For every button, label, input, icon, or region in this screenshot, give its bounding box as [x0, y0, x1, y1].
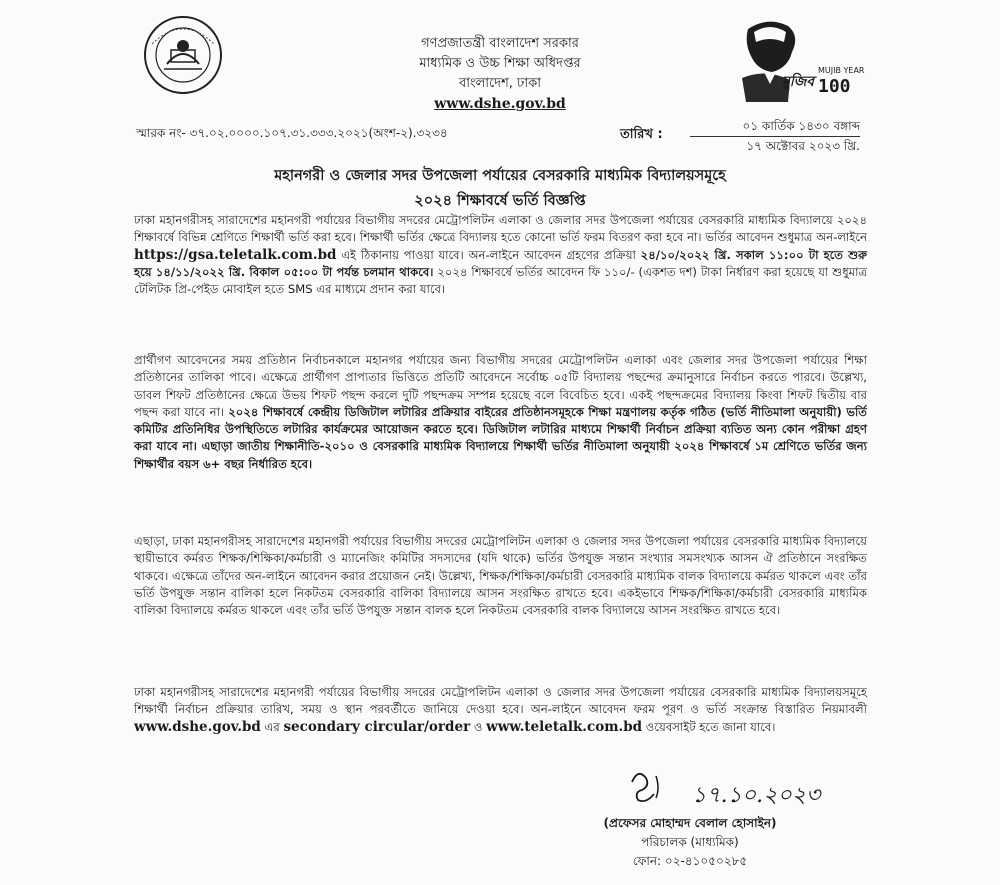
teletalk-link[interactable]: www.teletalk.com.bd: [486, 718, 643, 735]
govt-name: গণপ্রজাতন্ত্রী বাংলাদেশ সরকার: [421, 36, 579, 51]
dshe-logo-icon: [142, 14, 224, 96]
date-label: তারিখ :: [620, 127, 663, 142]
dshe-link[interactable]: www.dshe.gov.bd: [134, 718, 261, 735]
signatory-designation: পরিচালক (মাধ্যমিক): [641, 835, 739, 849]
paragraph-4-text-b: এর: [260, 719, 284, 734]
mujib-emblem-number: 100: [818, 76, 851, 97]
notice-title: [170, 164, 830, 214]
office-header: [330, 34, 670, 114]
signatory-block: [560, 814, 820, 871]
mujib-emblem-text: মুজিব: [782, 74, 815, 90]
signatory-name: (প্রফেসর মোহাম্মদ বেলাল হোসাইন): [603, 816, 777, 830]
paragraph-3: এছাড়া, ঢাকা মহানগরীসহ সারাদেশের মহানগরী পর্যায়ের বিভাগীয় সদরের মেট্রোপলিটন এলাকা ও জেলার সদর উপজেলা পর্যায়ের বেসরকারি মাধ্যমিক বিদ্যালয়ে স্থায়ীভাবে কর্মরত শিক্ষক/শিক্ষিকা/কর্মচারী ও ম্যানেজিং কমিটির সদস্যদের (যদি থাকে) ভর্তির উপযুক্ত সন্তান সংখ্যার সমসংখ্যক আসন ঐ প্রতিষ্ঠানে সংরক্ষিত থাকবে। এক্ষেত্রে তাঁদের অন-লাইনে আবেদন করার প্রয়োজন নেই। উল্লেখ্য, শিক্ষক/শিক্ষিকা/কর্মচারী বেসরকারি মাধ্যমিক বালক বিদ্যালয়ে কর্মরত থাকলে এবং তাঁর ভর্তি উপযুক্ত সন্তান বালিকা হলে নিকটতম বেসরকারি বালিকা বিদ্যালয়ে আসন সংরক্ষিত রাখতে হবে। একইভাবে শিক্ষক/শিক্ষিকা/কর্মচারী বেসরকারি মাধ্যমিক বালিকা বিদ্যালয়ে কর্মরত থাকলে এবং তাঁর ভর্তি উপযুক্ত সন্তান বালক হলে নিকটতম বেসরকারি বালক বিদ্যালয়ে আসন সংরক্ষিত রাখতে হবে।: [134, 534, 867, 618]
secondary-circular-link[interactable]: secondary circular/order: [283, 718, 471, 735]
paragraph-4-text-a: ঢাকা মহানগরীসহ সারাদেশের মহানগরী পর্যায়ের বিভাগীয় সদরের মেট্রোপলিটন এলাকা ও জেলার সদর উপজেলা পর্যায়ের বেসরকারি মাধ্যমিক বিদ্যালয়সমূহে শিক্ষার্থী নির্বাচন প্রক্রিয়ার তারিখ, সময় ও স্থান পরবর্তীতে জানিয়ে দেওয়া হবে। অন-লাইনে আবেদন ফরম পূরণ ও ভর্তি সংক্রান্ত বিস্তারিত নিয়মাবলী: [134, 685, 867, 717]
website-link[interactable]: www.dshe.gov.bd: [434, 96, 566, 112]
paragraph-1-text-b: এই ঠিকানায় পাওয়া যাবে। অন-লাইনে আবেদন গ্রহণের প্রক্রিয়া: [336, 247, 641, 262]
date-bangla: ০১ কার্তিক ১৪৩০ বঙ্গাব্দ: [690, 117, 860, 137]
paragraph-2-bold: ২০২৪ শিক্ষাবর্ষে কেন্দ্রীয় ডিজিটাল লটারির প্রক্রিয়ার বাইরের প্রতিষ্ঠানসমূহকে শিক্ষা মন্ত্রণালয় কর্তৃক গঠিত (ভর্তি নীতিমালা অনুযায়ী) ভর্তি কমিটির প্রতিনিধির উপস্থিতিতে লটারির কার্যক্রমের আয়োজন করতে হবে। ডিজিটাল লটারির মাধ্যমে শিক্ষার্থী নির্বাচন প্রক্রিয়া ব্যতিত অন্য কোন পরীক্ষা গ্রহণ করা যাবে না। এছাড়া জাতীয় শিক্ষানীতি-২০১০ ও বেসরকারি মাধ্যমিক বিদ্যালয়ে শিক্ষার্থী ভর্তির নীতিমালা অনুযায়ী ২০২৪ শিক্ষাবর্ষে ১ম শ্রেণিতে ভর্তির জন্য শিক্ষার্থীর বয়স ৬+ বছর নির্ধারিত হবে।: [134, 404, 868, 471]
paragraph-1-text-c: ২০২৪ শিক্ষাবর্ষে ভর্তির আবেদন ফি ১১০/- (একশত দশ) টাকা নির্ধারণ করা হয়েছে যা শুধুমাত্র টেলিটক প্রি-পেইড মোবাইল হতে SMS এর মাধ্যমে প্রদান করা যাবে।: [134, 264, 868, 297]
paragraph-2-text: প্রার্থীগণ আবেদনের সময় প্রতিষ্ঠান নির্বাচনকালে মহানগর পর্যায়ের জন্য বিভাগীয় সদরের মেট্রোপলিটন এলাকা এবং জেলার সদর উপজেলা পর্যায়ের শিক্ষা প্রতিষ্ঠানের তালিকা পাবে। এক্ষেত্রে প্রার্থীগণ প্রাপ্যতার ভিত্তিতে প্রতিটি আবেদনে সর্বোচ্চ ০৫টি বিদ্যালয় পছন্দের ক্রমানুসারে নির্বাচন করতে পারবে। উল্লেখ্য, ডাবল শিফট প্রতিষ্ঠানের ক্ষেত্রে উভয় শিফট পছন্দ করলে দুটি পছন্দক্রম সম্পন্ন হয়েছে বলে বিবেচিত হবে। একই পছন্দক্রমের বিদ্যালয় কিংবা শিফট দ্বিতীয় বার পছন্দ করা যাবে না।: [134, 353, 867, 419]
mujib-emblem-caption: MUJIB YEAR: [818, 66, 865, 75]
signatory-phone: ফোন: ০২-৪১০৫০২৮৫: [632, 854, 748, 868]
application-period: ২৪/১০/২০২২ খ্রি. সকাল ১১:০০ টা হতে শুরু হয়ে ১৪/১১/২০২২ খ্রি. বিকাল ০৫:০০ টা পর্যন্ত চলমান থাকবে।: [134, 247, 868, 279]
gsa-teletalk-link[interactable]: https://gsa.teletalk.com.bd: [134, 246, 337, 263]
signature-date: ১৭.১০.২০২৩: [692, 783, 821, 808]
location: বাংলাদেশ, ঢাকা: [458, 76, 542, 91]
paragraph-4-text-c: ও: [470, 719, 487, 734]
paragraph-4-text-d: ওয়েবসাইট হতে জানা যাবে।: [642, 719, 776, 734]
title-line-1: মহানগরী ও জেলার সদর উপজেলা পর্যায়ের বেসরকারি মাধ্যমিক বিদ্যালয়সমূহে: [274, 168, 726, 184]
date-english: ১৭ অক্টোবর ২০২৩ খ্রি.: [746, 139, 860, 153]
paragraph-1-text-a: ঢাকা মহানগরীসহ সারাদেশের মহানগরী পর্যায়ের বিভাগীয় সদরের মেট্রোপলিটন এলাকা ও জেলার সদর উপজেলা পর্যায়ের বেসরকারি মাধ্যমিক বিদ্যালয়ে ২০২৪ শিক্ষাবর্ষে বিভিন্ন শ্রেণিতে শিক্ষার্থী ভর্তি করা হবে। শিক্ষার্থী ভর্তির ক্ষেত্রে বিদ্যালয় হতে কোনো ভর্তি ফরম বিতরণ করা হবে না। ভর্তির আবেদন শুধুমাত্র অন-লাইনে: [134, 213, 867, 245]
memo-reference: স্মারক নং- ৩৭.০২.০০০০.১০৭.৩১.৩৩৩.২০২১(অংশ-২).৩২৩৪: [136, 126, 448, 140]
paragraph-1: [134, 212, 867, 298]
directorate-name: মাধ্যমিক ও উচ্চ শিক্ষা অধিদপ্তর: [419, 56, 581, 71]
title-line-2: ২০২৪ শিক্ষাবর্ষে ভর্তি বিজ্ঞপ্তি: [414, 193, 586, 209]
paragraph-2: [134, 352, 867, 473]
date-block: [690, 117, 860, 156]
paragraph-4: [134, 684, 867, 736]
signature-icon: [620, 764, 850, 814]
